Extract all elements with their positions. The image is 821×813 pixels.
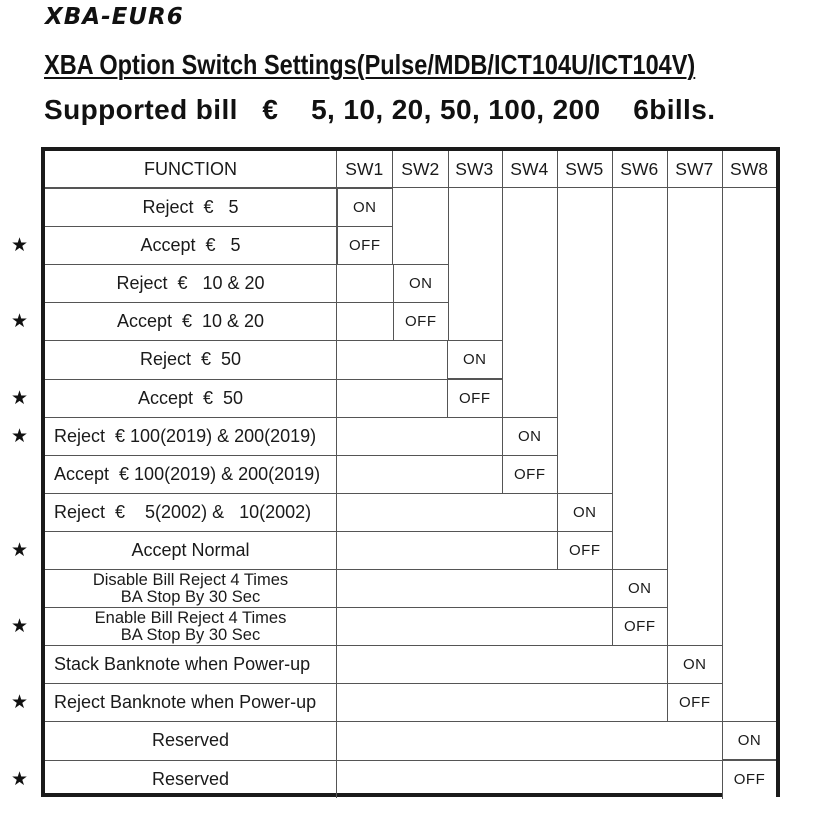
switch-value-on: ON: [393, 264, 449, 303]
row-divider: [337, 760, 776, 761]
switch-header-sw2: SW2: [393, 151, 449, 188]
column-divider: [448, 188, 449, 340]
switch-value-on: ON: [447, 340, 503, 379]
default-star-icon: ★: [11, 538, 29, 561]
function-line: Enable Bill Reject 4 Times: [94, 608, 287, 627]
document-title: XBA Option Switch Settings(Pulse/MDB/ICT104U/ICT104V): [44, 49, 696, 80]
default-star-icon: ★: [11, 767, 29, 790]
switch-header-sw1: SW1: [337, 151, 393, 188]
function-cell: Reject € 5(2002) & 10(2002): [45, 493, 337, 531]
switch-value-off: OFF: [337, 226, 393, 265]
column-divider: [557, 188, 558, 493]
default-star-icon: ★: [11, 234, 29, 257]
function-cell: Accept € 100(2019) & 200(2019): [45, 455, 337, 493]
switch-header-sw5: SW5: [557, 151, 613, 188]
currency-symbol: €: [262, 94, 279, 125]
default-star-icon: ★: [11, 386, 29, 409]
switch-value-on: ON: [337, 188, 393, 227]
switch-value-off: OFF: [447, 379, 503, 418]
function-column-divider: [336, 151, 337, 793]
switch-header-sw3: SW3: [447, 151, 503, 188]
model-name: XBA-EUR6: [45, 4, 184, 30]
function-cell: [45, 607, 337, 645]
switch-value-on: ON: [722, 721, 776, 760]
row-divider: [337, 721, 776, 722]
supported-label: Supported bill: [44, 94, 238, 125]
column-divider: [502, 188, 503, 417]
function-cell: Accept € 5: [45, 226, 337, 264]
default-star-icon: ★: [11, 310, 29, 333]
switch-header-sw4: SW4: [502, 151, 558, 188]
function-cell: Reserved: [45, 760, 337, 798]
function-line: Disable Bill Reject 4 Times: [92, 570, 289, 589]
bill-count: 6bills.: [633, 94, 716, 125]
switch-value-on: ON: [557, 493, 613, 532]
column-divider: [392, 188, 393, 264]
default-star-icon: ★: [11, 691, 29, 714]
row-divider: [337, 683, 723, 684]
function-cell: Reject € 10 & 20: [45, 264, 337, 302]
switch-value-on: ON: [667, 645, 723, 684]
column-divider: [612, 188, 613, 569]
denomination-list: 5, 10, 20, 50, 100, 200: [311, 94, 601, 125]
switch-value-off: OFF: [612, 607, 668, 646]
switch-value-on: ON: [612, 569, 668, 608]
function-line: BA Stop By 30 Sec: [120, 587, 261, 606]
column-divider: [667, 188, 668, 645]
switch-value-off: OFF: [393, 302, 449, 341]
function-cell: Accept € 50: [45, 379, 337, 417]
switch-header-sw7: SW7: [667, 151, 723, 188]
function-cell: Stack Banknote when Power-up: [45, 645, 337, 683]
function-cell: Reject € 100(2019) & 200(2019): [45, 417, 337, 455]
function-cell: Accept € 10 & 20: [45, 302, 337, 340]
column-divider: [722, 188, 723, 721]
function-cell: Accept Normal: [45, 531, 337, 569]
switch-header-sw8: SW8: [730, 159, 768, 179]
function-cell: Reject € 5: [45, 188, 337, 226]
function-line: BA Stop By 30 Sec: [120, 625, 261, 644]
function-header: FUNCTION: [45, 151, 337, 188]
switch-value-off: OFF: [667, 683, 723, 722]
function-cell: Reject Banknote when Power-up: [45, 683, 337, 721]
switch-value-off: OFF: [502, 455, 558, 494]
default-star-icon: ★: [11, 615, 29, 638]
supported-bills-line: [44, 94, 715, 126]
switch-header-sw6: SW6: [612, 151, 668, 188]
switch-value-off: OFF: [722, 760, 776, 799]
row-divider: [337, 645, 723, 646]
switch-value-off: OFF: [557, 531, 613, 570]
switch-value-on: ON: [502, 417, 558, 456]
function-cell: Reserved: [45, 721, 337, 759]
function-cell: [45, 569, 337, 607]
option-switch-table: [41, 147, 780, 797]
default-star-icon: ★: [11, 424, 29, 447]
function-cell: Reject € 50: [45, 340, 337, 378]
